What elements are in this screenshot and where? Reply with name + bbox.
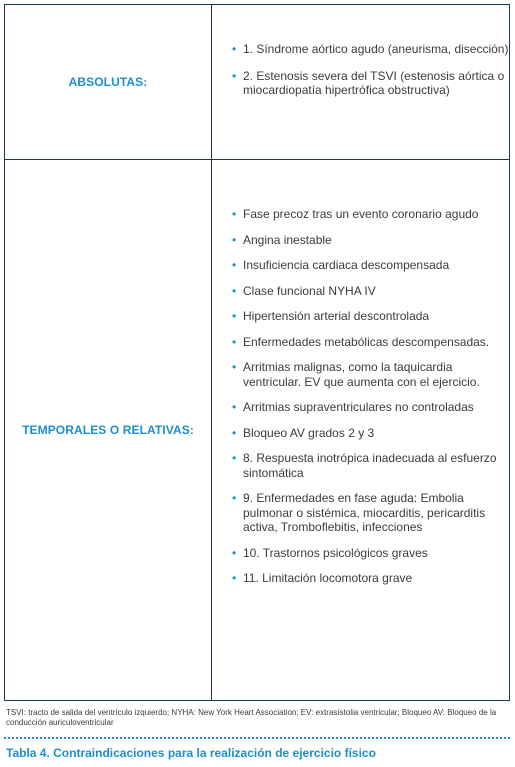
list-item [212,400,509,415]
bullet-icon: • [232,360,237,374]
item-text: Hipertensión arterial descontrolada [243,309,430,323]
category-label: ABSOLUTAS: [68,75,148,89]
item-text: 10. Trastornos psicológicos graves [243,545,428,560]
list-item [212,360,509,389]
bullet-icon: • [232,334,237,349]
items-cell [212,160,509,700]
item-text: Enfermedades metabólicas descompensadas. [243,334,490,349]
bullet-icon: • [232,258,237,272]
list-item [212,69,509,98]
item-text: Clase funcional NYHA IV [243,283,376,298]
item-text: 1. Síndrome aórtico agudo (aneurisma, disección) [243,42,509,56]
item-list [212,5,509,98]
bullet-icon: • [232,68,237,83]
bullet-icon: • [232,309,237,323]
table-row-temporales [5,160,509,700]
table-caption: Tabla 4. Contraindicaciones para la realización de ejercicio físico [6,746,376,760]
bullet-icon: • [232,571,237,585]
bullet-icon: • [232,491,237,505]
list-item [212,284,509,299]
list-item [212,309,509,324]
item-text: Insuficiencia cardiaca descompensada [243,258,450,272]
bullet-icon: • [232,545,237,560]
bullet-icon: • [232,283,237,298]
category-cell [5,5,212,159]
item-text: 11. Limitación locomotora grave [243,571,413,585]
item-text: Bloqueo AV grados 2 y 3 [243,425,375,440]
list-item [212,258,509,273]
category-label: TEMPORALES O RELATIVAS: [22,423,194,437]
list-item [212,207,509,222]
list-item [212,426,509,441]
item-text: Arritmias malignas, como la taquicardia ventricular. EV que aumenta con el ejercicio. [243,360,480,389]
bullet-icon: • [232,207,237,221]
table-row-absolutas [5,5,509,160]
bullet-icon: • [232,451,237,465]
list-item [212,451,509,480]
category-cell [5,160,212,700]
item-text: Angina inestable [243,232,332,247]
items-cell [212,5,509,159]
bullet-icon: • [232,425,237,440]
bullet-icon: • [232,400,237,414]
item-list [212,160,509,586]
item-text: 8. Respuesta inotrópica inadecuada al esfuerzo sintomática [243,451,497,480]
list-item [212,233,509,248]
list-item [212,546,509,561]
list-item [212,491,509,535]
item-text: Arritmias supraventriculares no controladas [243,400,474,414]
item-text: Fase precoz tras un evento coronario agudo [243,207,479,221]
dotted-divider [4,737,510,739]
footnote: TSVI: tracto de salida del ventrículo izquierdo; NYHA: New York Heart Association; EV: extrasístolia ventricular; Bloqueo AV: Bloqueo de la conducción auriculoventricular [6,708,497,727]
list-item [212,571,509,586]
item-text: 9. Enfermedades en fase aguda: Embolia pulmonar o sistémica, miocarditis, pericarditis activa, Tromboflebitis, infecciones [243,491,486,534]
bullet-icon: • [232,42,237,56]
item-text: 2. Estenosis severa del TSVI (estenosis aórtica o miocardiopatía hipertrófica obstructiva) [243,68,505,97]
list-item [212,42,509,57]
contraindications-table [4,4,510,701]
bullet-icon: • [232,232,237,247]
list-item [212,335,509,350]
